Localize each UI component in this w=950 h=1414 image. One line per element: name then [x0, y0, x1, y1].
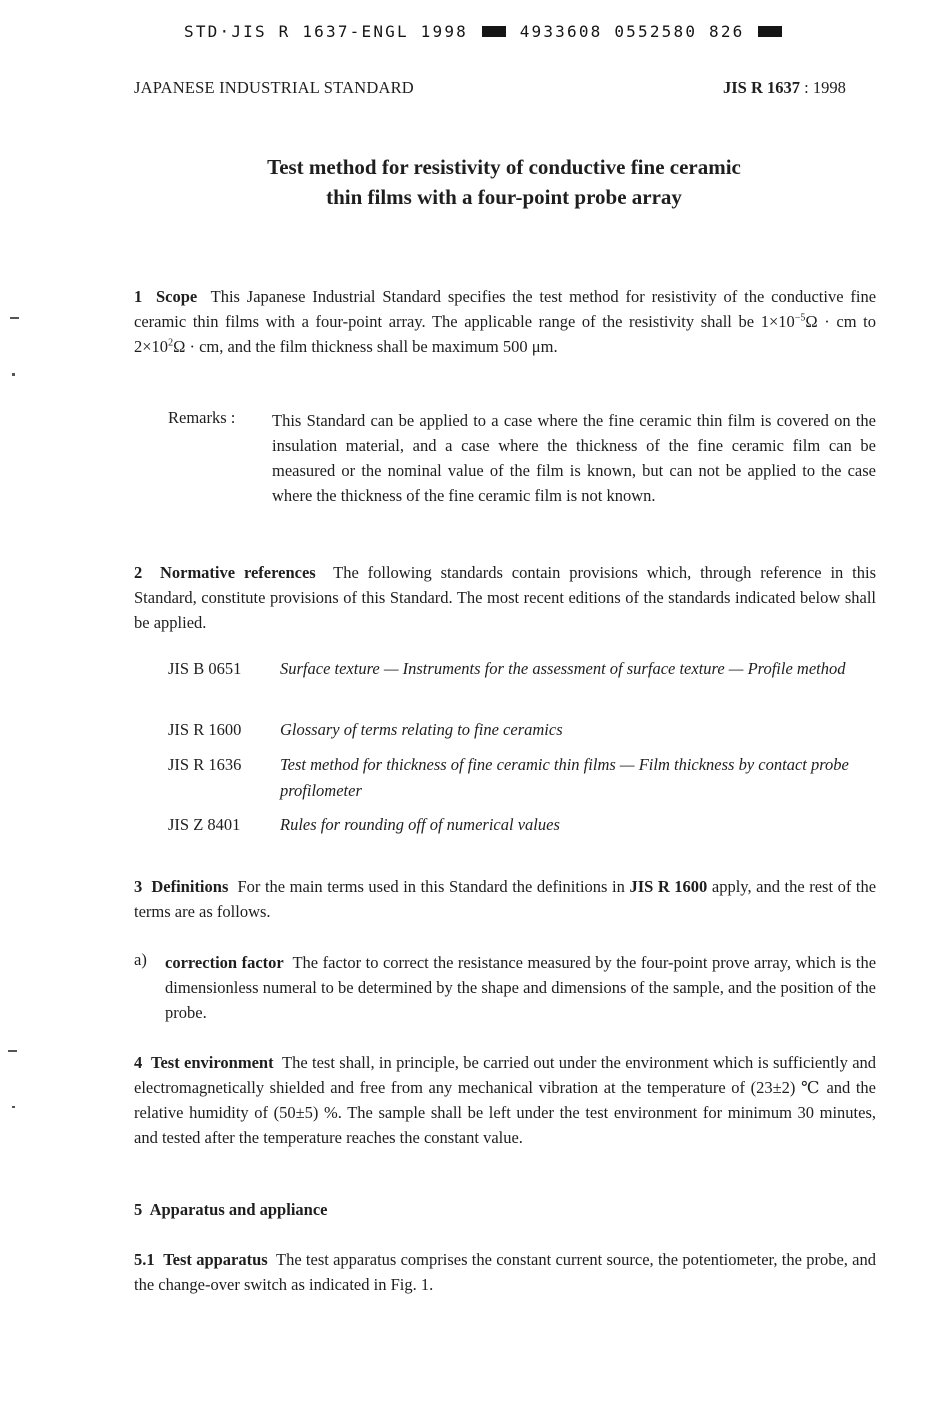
- scan-speck: [12, 1106, 15, 1108]
- exponent-1: −5: [794, 312, 806, 324]
- code-line-part1: STD·JIS R 1637-ENGL 1998: [184, 22, 468, 41]
- section-5-heading: [134, 1200, 327, 1220]
- section-1-scope: [134, 284, 876, 359]
- section-4-heading: Test environment: [150, 1053, 274, 1072]
- section-3-heading: Definitions: [151, 877, 229, 896]
- section-4-text: The test shall, in principle, be carried out under the environment which is sufficiently and electromagnetically shielded and free from any mechanical vibration at the temperature of (23±2) ℃ and the relative humidity of (50±5) %. The sample shall be left under the test environment for minimum 30 minutes, and tested after the temperature reaches the constant value.: [134, 1053, 877, 1147]
- section-1-heading: Scope: [155, 287, 198, 306]
- section-3-text-b: apply, and the rest of the terms are as follows.: [134, 877, 877, 921]
- title-line-1: Test method for resistivity of conductive fine ceramic: [267, 155, 741, 179]
- reference-code: JIS Z 8401: [168, 815, 241, 834]
- section-1-number: 1: [134, 287, 143, 306]
- section-3-definitions: [134, 874, 876, 924]
- definition-a: [165, 950, 876, 1025]
- section-5-number: 5: [134, 1200, 143, 1219]
- section-5-title: Apparatus and appliance: [149, 1200, 328, 1219]
- section-2-number: 2: [134, 563, 143, 582]
- section-1-text-a: This Japanese Industrial Standard specifies the test method for resistivity of the conductive fine ceramic thin films with a four-point array. The applicable range of the resistivity shall be 1×10: [134, 287, 877, 331]
- section-1-text-b: Ω · cm to 2×10: [134, 312, 876, 356]
- section-3-text-a: For the main terms used in this Standard the definitions in: [237, 877, 625, 896]
- section-5-1-apparatus: [134, 1247, 876, 1297]
- title-line-2: thin films with a four-point probe array: [326, 185, 682, 209]
- scan-speck: [8, 1050, 17, 1052]
- section-2-heading: Normative references: [159, 563, 316, 582]
- reference-title: Test method for thickness of fine ceramic thin films — Film thickness by contact probe profilometer: [280, 755, 849, 800]
- reference-code: JIS R 1636: [168, 755, 242, 774]
- scan-speck: [12, 373, 15, 376]
- code-line-part2: 4933608 0552580 826: [519, 22, 745, 41]
- definition-a-label: a): [134, 950, 147, 969]
- barcode-block: [482, 26, 506, 37]
- remarks-label: Remarks :: [168, 408, 236, 427]
- definition-a-term: correction factor: [165, 953, 284, 972]
- section-5-1-text: The test apparatus comprises the constant current source, the potentiometer, the probe, and the change-over switch as indicated in Fig. 1.: [134, 1250, 876, 1294]
- section-3-reference: JIS R 1600: [629, 877, 708, 896]
- section-1-text-c: Ω · cm, and the film thickness shall be maximum 500 μm.: [173, 337, 558, 356]
- section-5-1-number: 5.1: [134, 1250, 155, 1269]
- reference-code: JIS R 1600: [168, 720, 242, 739]
- section-3-number: 3: [134, 877, 143, 896]
- reference-title: Glossary of terms relating to fine ceramics: [280, 720, 563, 739]
- document-code-line: [184, 22, 784, 41]
- reference-title: Surface texture — Instruments for the assessment of surface texture — Profile method: [280, 659, 846, 678]
- remarks-text: This Standard can be applied to a case where the fine ceramic thin film is covered on the insulation material, and a case where the thickness of the fine ceramic film can be measured or the nominal value of the film is known, but can not be applied to the case where the thickness of the fine ceramic film is not known.: [272, 411, 876, 505]
- document-title: [0, 152, 950, 212]
- standard-number: [723, 78, 846, 98]
- standard-number-code: JIS R 1637: [723, 78, 801, 97]
- definition-a-text: The factor to correct the resistance measured by the four-point prove array, which is the dimensionless numeral to be determined by the shape and dimensions of the sample, and the position of the probe.: [165, 953, 877, 1022]
- reference-code: JIS B 0651: [168, 659, 242, 678]
- standard-label: JAPANESE INDUSTRIAL STANDARD: [134, 78, 414, 97]
- section-4-number: 4: [134, 1053, 143, 1072]
- section-2-text: The following standards contain provisions which, through reference in this Standard, constitute provisions of this Standard. The most recent editions of the standards indicated below shall be applied.: [134, 563, 877, 632]
- section-4-environment: [134, 1050, 876, 1150]
- reference-title: Rules for rounding off of numerical values: [280, 815, 560, 834]
- scan-speck: [10, 317, 19, 319]
- section-2-references: [134, 560, 876, 635]
- exponent-2: 2: [168, 337, 174, 349]
- section-5-1-heading: Test apparatus: [163, 1250, 268, 1269]
- barcode-block: [758, 26, 782, 37]
- standard-year: : 1998: [804, 78, 846, 97]
